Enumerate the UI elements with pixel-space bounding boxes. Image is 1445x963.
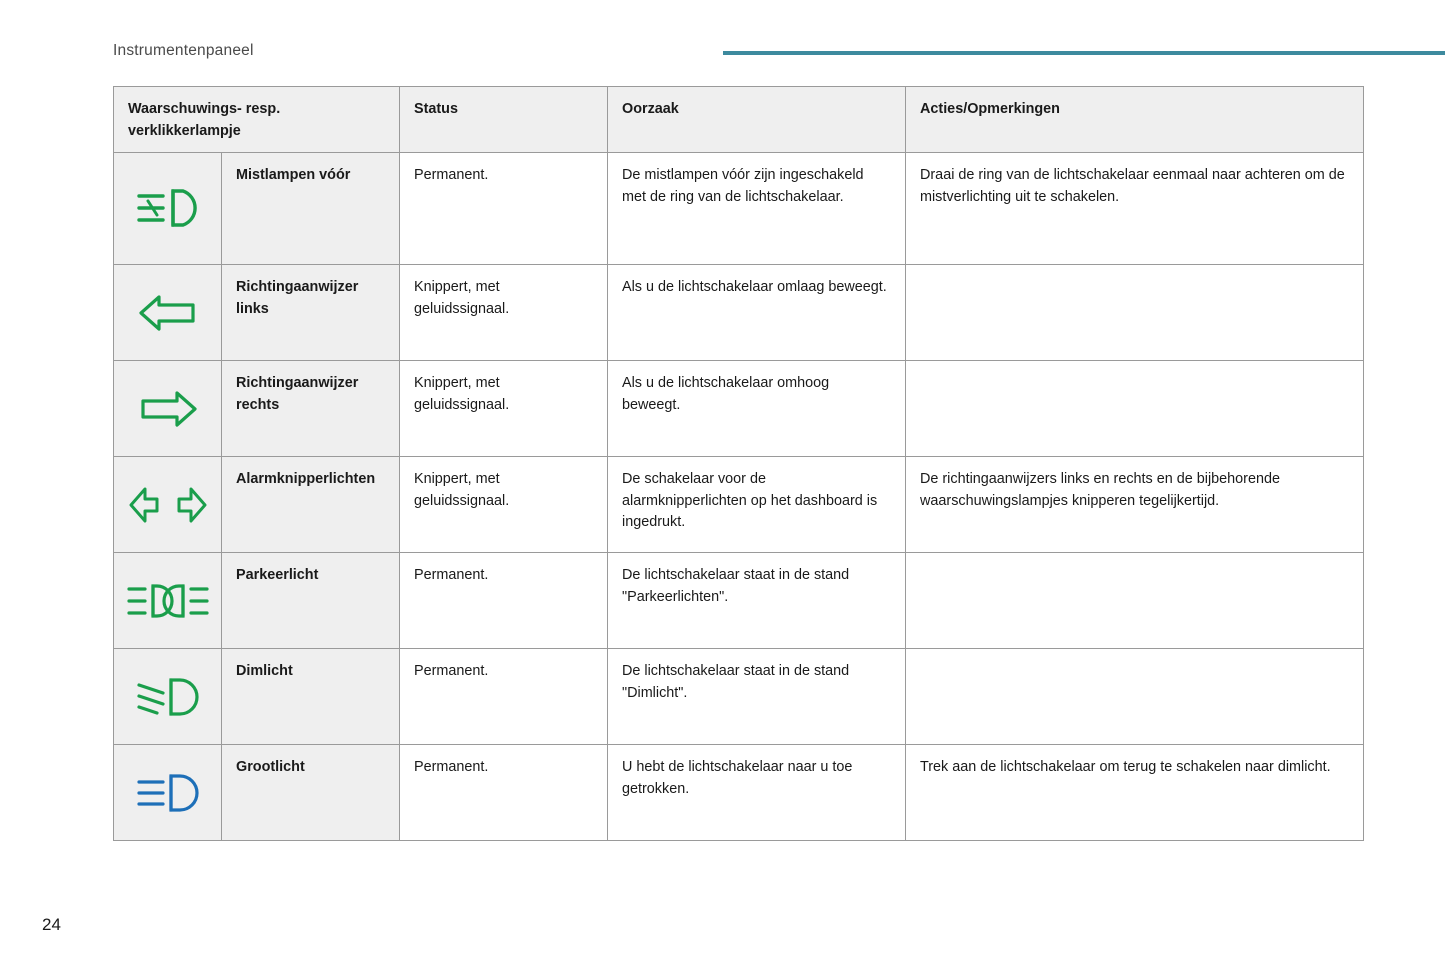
high-beam-icon (114, 745, 222, 841)
warning-lamps-table (113, 86, 1364, 841)
indicator-status: Permanent. (400, 649, 608, 745)
indicator-cause: De lichtschakelaar staat in de stand "Parkeerlichten". (608, 553, 906, 649)
table-row (114, 361, 1364, 457)
indicator-name: Grootlicht (222, 745, 400, 841)
turn-signal-left-icon (114, 265, 222, 361)
indicator-cause: Als u de lichtschakelaar omlaag beweegt. (608, 265, 906, 361)
indicator-status: Permanent. (400, 553, 608, 649)
front-fog-lamp-icon (114, 153, 222, 265)
indicator-cause: De mistlampen vóór zijn ingeschakeld met de ring van de lichtschakelaar. (608, 153, 906, 265)
indicator-actions: De richtingaanwijzers links en rechts en de bijbehorende waarschuwingslampjes knipperen tegelijkertijd. (906, 457, 1364, 553)
indicator-cause: U hebt de lichtschakelaar naar u toe getrokken. (608, 745, 906, 841)
indicator-status: Permanent. (400, 745, 608, 841)
indicator-status: Knippert, met geluidssignaal. (400, 361, 608, 457)
indicator-cause: De lichtschakelaar staat in de stand "Dimlicht". (608, 649, 906, 745)
indicator-actions (906, 553, 1364, 649)
indicator-actions (906, 265, 1364, 361)
header-accent-rule (723, 51, 1445, 55)
indicator-actions: Trek aan de lichtschakelaar om terug te schakelen naar dimlicht. (906, 745, 1364, 841)
table-row (114, 153, 1364, 265)
page-title: Instrumentenpaneel (113, 42, 254, 59)
table-row (114, 457, 1364, 553)
table-header-row (114, 87, 1364, 153)
table-row (114, 553, 1364, 649)
indicator-name: Parkeerlicht (222, 553, 400, 649)
indicator-name: Dimlicht (222, 649, 400, 745)
table-body (114, 153, 1364, 841)
parking-light-icon (114, 553, 222, 649)
column-header-cause: Oorzaak (608, 87, 906, 153)
table-row (114, 649, 1364, 745)
warning-lamps-table-wrapper (113, 86, 1363, 841)
indicator-status: Knippert, met geluidssignaal. (400, 265, 608, 361)
table-head (114, 87, 1364, 153)
page-number: 24 (42, 915, 61, 934)
column-header-indicator: Waarschuwings- resp. verklikkerlampje (114, 87, 400, 153)
turn-signal-right-icon (114, 361, 222, 457)
indicator-status: Knippert, met geluidssignaal. (400, 457, 608, 553)
hazard-warning-icon (114, 457, 222, 553)
indicator-actions (906, 361, 1364, 457)
indicator-status: Permanent. (400, 153, 608, 265)
indicator-actions: Draai de ring van de lichtschakelaar eenmaal naar achteren om de mistverlichting uit te schakelen. (906, 153, 1364, 265)
indicator-actions (906, 649, 1364, 745)
indicator-name: Richtingaanwijzer links (222, 265, 400, 361)
page-header (0, 36, 1445, 72)
indicator-name: Mistlampen vóór (222, 153, 400, 265)
indicator-cause: De schakelaar voor de alarmknipperlichten op het dashboard is ingedrukt. (608, 457, 906, 553)
table-row (114, 265, 1364, 361)
indicator-name: Richtingaanwijzer rechts (222, 361, 400, 457)
indicator-cause: Als u de lichtschakelaar omhoog beweegt. (608, 361, 906, 457)
column-header-status: Status (400, 87, 608, 153)
column-header-actions: Acties/Opmerkingen (906, 87, 1364, 153)
indicator-name: Alarmknipperlichten (222, 457, 400, 553)
table-row (114, 745, 1364, 841)
low-beam-icon (114, 649, 222, 745)
